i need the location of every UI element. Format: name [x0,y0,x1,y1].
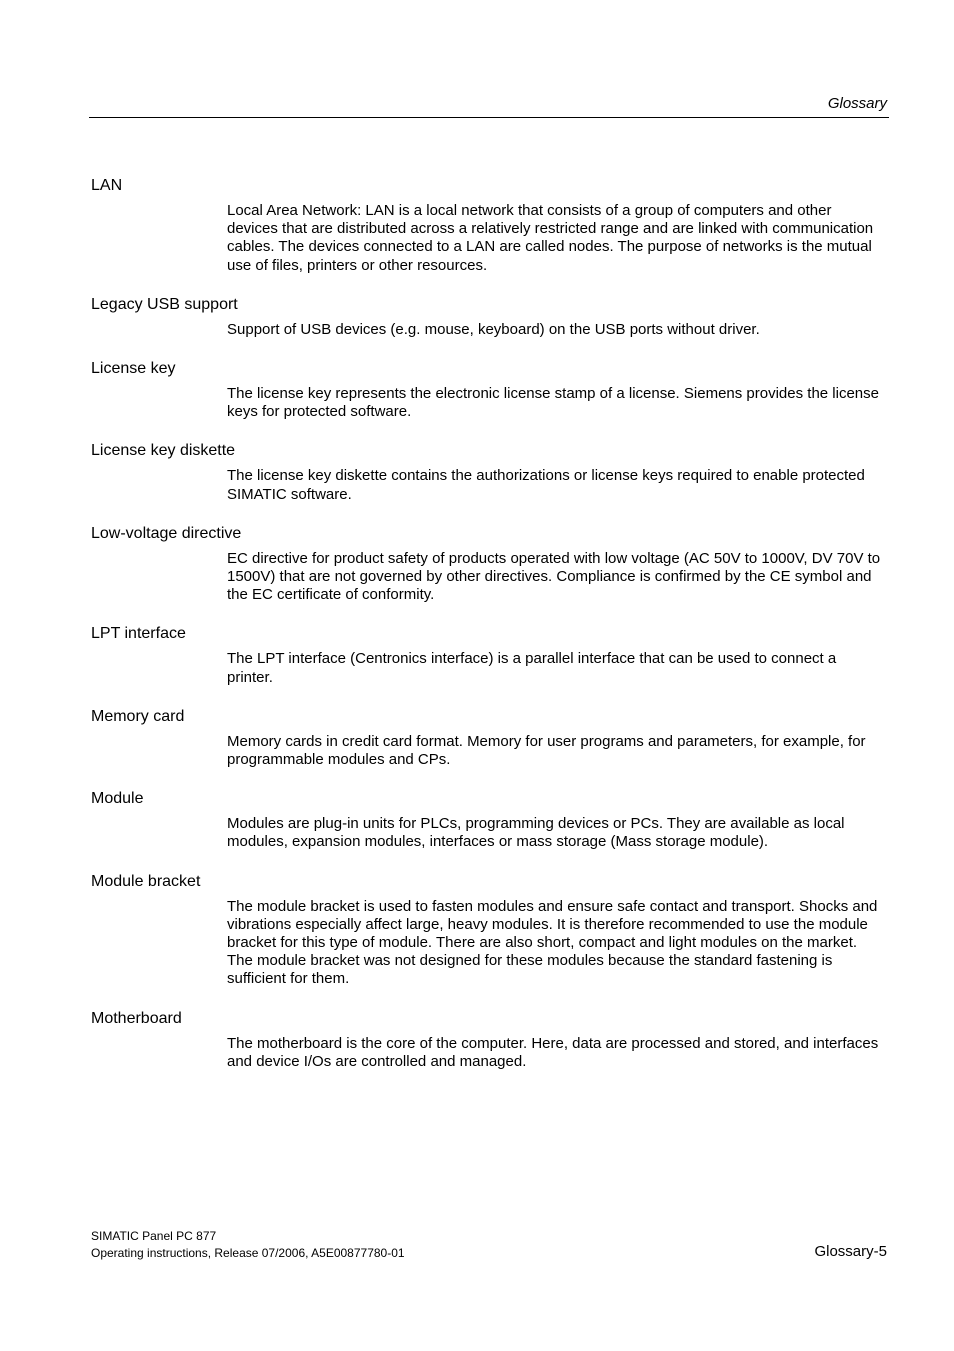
footer-release: Operating instructions, Release 07/2006, A5E00877780-01 [91,1246,405,1260]
glossary-entry-license-key [91,359,891,421]
glossary-term: Legacy USB support [91,295,238,313]
footer-document-info [91,1228,405,1262]
glossary-term: License key [91,360,176,378]
glossary-entry-legacy-usb-support [91,295,891,339]
glossary-term: Low-voltage directive [91,524,242,542]
glossary-entry-low-voltage-directive [91,524,891,605]
page-number: Glossary-5 [814,1243,887,1260]
glossary-term: Motherboard [91,1009,182,1027]
glossary-entry-module [91,789,891,851]
glossary-definition: The motherboard is the core of the computer. Here, data are processed and stored, and interfaces and device I/Os are controlled and managed. [227,1034,879,1070]
glossary-definition: Memory cards in credit card format. Memory for user programs and parameters, for example, for programmable modules and CPs. [227,732,866,769]
header-divider [89,117,889,118]
glossary-definition: Modules are plug-in units for PLCs, programming devices or PCs. They are available as local modules, expansion modules, interfaces or mass storage (Mass storage module). [227,815,845,851]
glossary-definition: The license key represents the electronic license stamp of a license. Siemens provides the license keys for protected software. [227,385,879,421]
glossary-term: LPT interface [91,625,186,643]
glossary-list [91,176,891,1071]
glossary-definition: Local Area Network: LAN is a local network that consists of a group of computers and other devices that are distributed across a relatively restricted range and are linked with communication cables. The devices connected to a LAN are called nodes. The purpose of networks is the mutual use of files, printers or other resources. [227,202,874,274]
glossary-term: Module bracket [91,872,201,890]
glossary-entry-lan [91,176,891,275]
running-header: Glossary [827,95,887,112]
footer-product: SIMATIC Panel PC 877 [91,1229,217,1243]
glossary-entry-memory-card [91,707,891,769]
glossary-entry-module-bracket [91,872,891,989]
glossary-term: Memory card [91,707,185,725]
glossary-entry-motherboard [91,1009,891,1071]
glossary-definition: EC directive for product safety of products operated with low voltage (AC 50V to 1000V, DV 70V to 1500V) that are not governed by other directives. Compliance is confirmed by the CE symbol and the EC certificate of conformity. [227,549,881,604]
glossary-definition: Support of USB devices (e.g. mouse, keyboard) on the USB ports without driver. [227,320,760,338]
glossary-term: Module [91,790,144,808]
glossary-entry-license-key-diskette [91,441,891,503]
glossary-definition: The module bracket is used to fasten modules and ensure safe contact and transport. Shocks and vibrations especially affect large, heavy modules. It is therefore recommended to use the module bracket for this type of module. There are also short, compact and light modules on the market. The module bracket was not designed for these modules because the standard fastening is sufficient for them. [227,897,878,988]
glossary-definition: The license key diskette contains the authorizations or license keys required to enable protected SIMATIC software. [227,467,865,503]
glossary-term: LAN [91,177,123,194]
glossary-definition: The LPT interface (Centronics interface) is a parallel interface that can be used to connect a printer. [227,650,837,686]
glossary-entry-lpt-interface [91,624,891,686]
glossary-term: License key diskette [91,442,236,460]
